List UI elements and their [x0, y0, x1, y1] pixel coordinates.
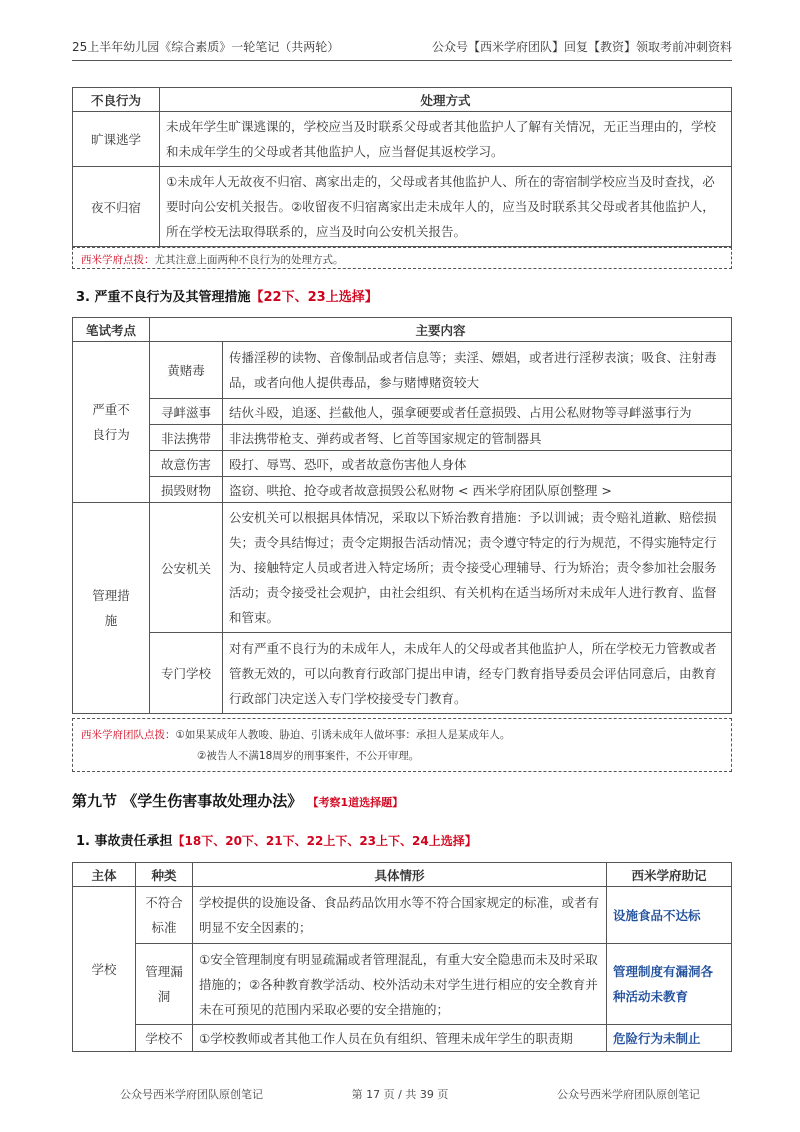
header-divider: [72, 60, 732, 61]
tip-box: [72, 247, 732, 269]
row-name: 故意伤害: [150, 451, 223, 477]
row-content: 盗窃、哄抢、抢夺或者故意损毁公私财物 < 西米学府团队原创整理 >: [223, 477, 732, 503]
row-content: 公安机关可以根据具体情况，采取以下矫治教育措施：予以训诫；责令赔礼道歉、赔偿损失；责令具结悔过；责令定期报告活动情况；责令遵守特定的行为规范，不得实施特定行为、接触特定人员或者进入特定场所；责令接受心理辅导、行为矫治；责令参加社会服务活动；责令接受社会观护，由社会组织、有关机构在适当场所对未成年人进行教育、监督和管束。: [223, 503, 732, 633]
chapter-heading: [72, 790, 403, 811]
row-content: 传播淫秽的读物、音像制品或者信息等；卖淫、嫖娼，或者进行淫秽表演；吸食、注射毒品，或者向他人提供毒品，参与赌博赌资较大: [223, 342, 732, 399]
footer-right: 公众号西米学府团队原创笔记: [557, 1088, 700, 1101]
table-header: 主体: [73, 863, 136, 887]
type-cell: 不符合标准: [136, 887, 193, 944]
subject-cell: 学校: [73, 887, 136, 1052]
chapter-title: 第九节 《学生伤害事故处理办法》: [72, 792, 303, 810]
situation-cell: 学校提供的设施设备、食品药品饮用水等不符合国家规定的标准，或者有明显不安全因素的；: [193, 887, 607, 944]
footer-left: 公众号西米学府团队原创笔记: [120, 1088, 263, 1101]
page-number: 第 17 页 / 共 39 页: [351, 1088, 449, 1101]
tip-label: 西米学府点拨：: [81, 254, 155, 266]
row-content: 结伙斗殴，追逐、拦截他人，强拿硬要或者任意损毁、占用公私财物等寻衅滋事行为: [223, 399, 732, 425]
memo-cell: 危险行为未制止: [607, 1025, 732, 1052]
header-promo: 公众号【西米学府团队】回复【教资】领取考前冲刺资料: [431, 40, 732, 54]
row-name: 寻衅滋事: [150, 399, 223, 425]
section-heading: [76, 286, 378, 305]
section-tag: 【22下、23上选择】: [250, 290, 378, 305]
bad-behavior-table: [72, 87, 732, 247]
tip-text: ①如果某成年人教唆、胁迫、引诱未成年人做坏事：承担人是某成年人。: [175, 729, 511, 741]
behavior-handling: ①未成年人无故夜不归宿、离家出走的，父母或者其他监护人、所在的寄宿制学校应当及时查找，必要时向公安机关报告。②收留夜不归宿离家出走未成年人的，应当及时联系其父母或者其他监护人，所在学校无法取得联系的，应当及时向公安机关报告。: [160, 167, 732, 247]
row-name: 专门学校: [150, 633, 223, 714]
type-cell: 管理漏洞: [136, 944, 193, 1025]
behavior-name: 旷课逃学: [73, 112, 160, 167]
row-content: 非法携带枪支、弹药或者弩、匕首等国家规定的管制器具: [223, 425, 732, 451]
table-header: 西米学府助记: [607, 863, 732, 887]
row-name: 非法携带: [150, 425, 223, 451]
behavior-handling: 未成年学生旷课逃课的，学校应当及时联系父母或者其他监护人了解有关情况，无正当理由的，学校和未成年学生的父母或者其他监护人，应当督促其返校学习。: [160, 112, 732, 167]
tip-text: 尤其注意上面两种不良行为的处理方式。: [154, 254, 344, 266]
serious-behavior-table: [72, 317, 732, 714]
table-header: 种类: [136, 863, 193, 887]
table-header: 笔试考点: [73, 318, 150, 342]
table-header: 处理方式: [160, 88, 732, 112]
row-content: 殴打、辱骂、恐吓，或者故意伤害他人身体: [223, 451, 732, 477]
row-name: 黄赌毒: [150, 342, 223, 399]
table-header: 具体情形: [193, 863, 607, 887]
row-content: 对有严重不良行为的未成年人，未成年人的父母或者其他监护人，所在学校无力管教或者管教无效的，可以向教育行政部门提出申请，经专门教育指导委员会评估同意后，由教育行政部门决定送入专门学校接受专门教育。: [223, 633, 732, 714]
behavior-name: 夜不归宿: [73, 167, 160, 247]
memo-cell: 管理制度有漏洞各种活动未教育: [607, 944, 732, 1025]
group-label: 严重不良行为: [73, 342, 150, 503]
tip-box: [72, 718, 732, 772]
row-name: 公安机关: [150, 503, 223, 633]
situation-cell: ①安全管理制度有明显疏漏或者管理混乱，有重大安全隐患而未及时采取措施的；②各种教育教学活动、校外活动未对学生进行相应的安全教育并未在可预见的范围内采取必要的安全措施的；: [193, 944, 607, 1025]
group-label: 管理措施: [73, 503, 150, 714]
situation-cell: ①学校教师或者其他工作人员在负有组织、管理未成年学生的职责期: [193, 1025, 607, 1052]
section-title: 3. 严重不良行为及其管理措施: [76, 290, 251, 305]
section-heading: [76, 830, 477, 849]
memo-cell: 设施食品不达标: [607, 887, 732, 944]
tip-text: ②被告人不满18周岁的刑事案件，不公开审理。: [197, 750, 420, 762]
table-header: 不良行为: [73, 88, 160, 112]
section-tag: 【18下、20下、21下、22上下、23上下、24上选择】: [172, 834, 477, 848]
accident-liability-table: [72, 862, 732, 1052]
chapter-tag: 【考察1道选择题】: [307, 796, 404, 809]
type-cell: 学校不: [136, 1025, 193, 1052]
row-name: 损毁财物: [150, 477, 223, 503]
header-title: 25上半年幼儿园《综合素质》一轮笔记（共两轮）: [72, 40, 340, 54]
tip-label: 西米学府团队点拨：: [81, 729, 176, 741]
section-title: 1. 事故责任承担: [76, 834, 173, 849]
table-header: 主要内容: [150, 318, 732, 342]
